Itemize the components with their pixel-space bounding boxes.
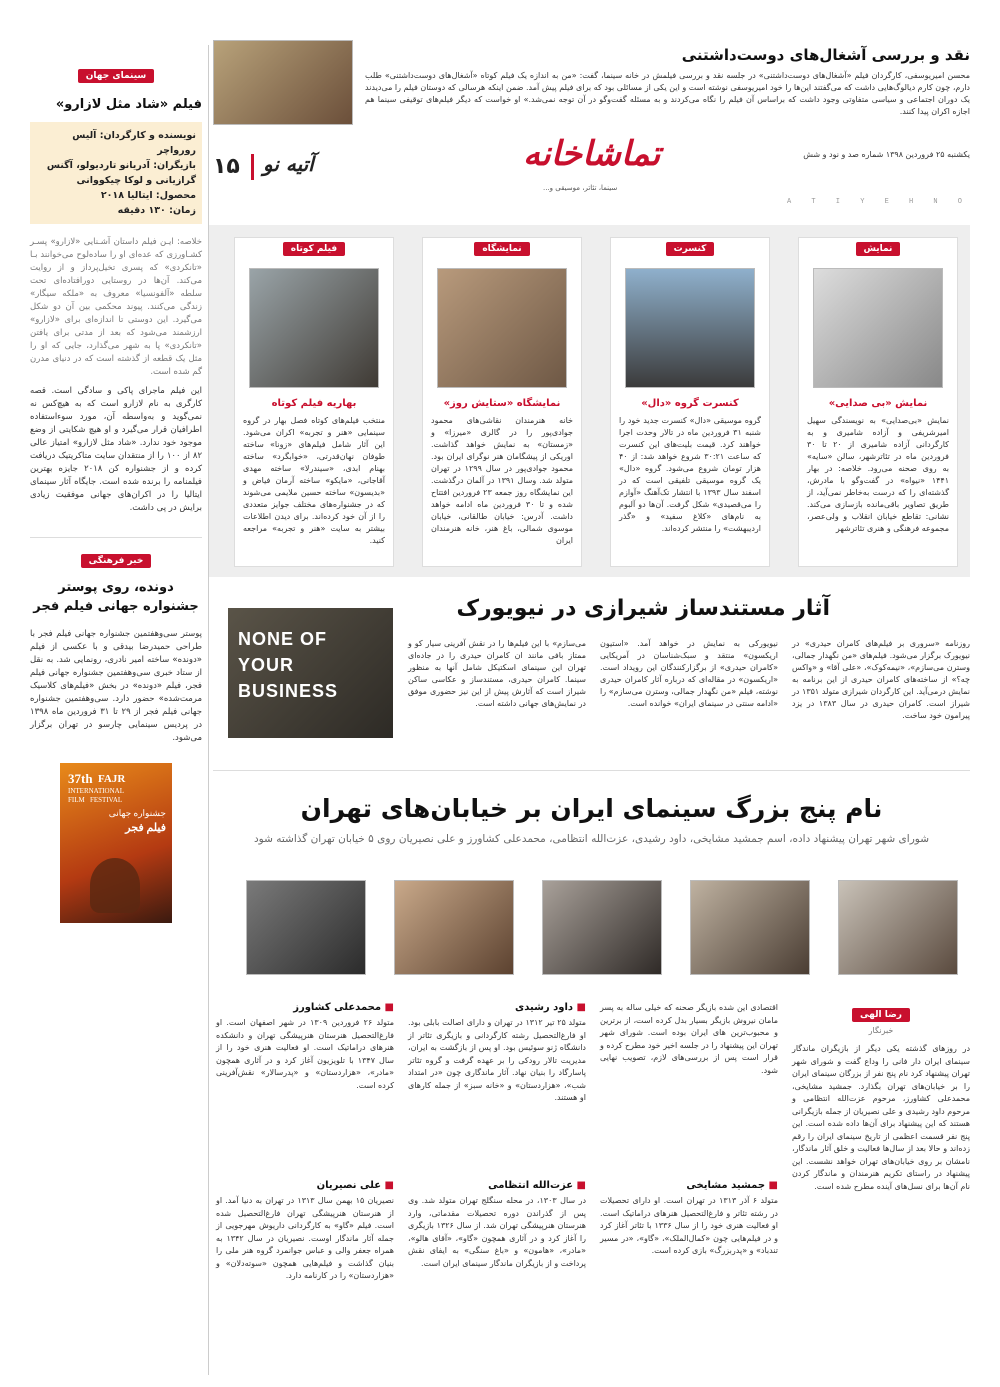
- card-photo: [813, 268, 943, 388]
- sidebar-review: این فیلم ماجرای پاکی و سادگی است. قصه کارگری به نام لازارو است که به هیچ‌کس نه نمی‌گوید و به‌واسطه آن، مورد سوءاستفاده اطرافیان قرار می‌گیرد و او هیچ شکایتی از وضع موجود خود ندارد. «شاد مثل لازارو» امتیاز عالی ۸۲ از ۱۰۰ را از منتقدان سایت متاکریتیک دریافت کرده و از جشنواره کن ۲۰۱۸ جایزه بهترین فیلمنامه را برنده شده است. جایگاه آثار سینمای ایتالیا را در اکران‌های جهانی موفقیت زیادی برایش در پی داشت.: [30, 386, 203, 513]
- poster-line: 37th: [68, 771, 93, 786]
- main-story: [213, 780, 970, 1375]
- ny-poster: [228, 608, 393, 738]
- left-sidebar: [30, 45, 202, 1375]
- card-label: نمایش: [856, 242, 901, 256]
- main-intro-2: اقتصادی این شده بازیگر صحنه که خیلی ساله به پسر مامان نیروش بازیگر بسیار بدل کرده است، از برترین و محبوب‌ترین های ایران بوده است. شورای شهر تهران این پیشنهاد را در جلسه اخیر خود مطرح کرده و قرار است پس از بررسی‌های لازم، تصویب نهایی شود.: [600, 1003, 778, 1075]
- card-label: فیلم کوتاه: [283, 242, 345, 256]
- sidebar-credits: [30, 122, 202, 224]
- poster-line: FESTIVAL: [90, 796, 123, 804]
- card-photo: [437, 268, 567, 388]
- credit-line: نویسنده و کارگردان: آلیس رورواچر: [72, 130, 196, 156]
- bio-text: متولد ۶ آذر ۱۳۱۳ در تهران است. او دارای تحصیلات در رشته تئاتر و فارغ‌التحصیل هنرهای دراماتیک است. او فعالیت هنری خود را از سال ۱۳۳۶ با تئاتر آغاز کرد و در فیلم‌هایی چون «کمال‌الملک»، «گاو»، «در مسیر تندباد» و «پدربزرگ» بازی کرده است.: [600, 1196, 779, 1255]
- poster-line: جشنواره جهانی: [108, 808, 166, 818]
- card-label: نمایشگاه: [474, 242, 529, 256]
- card-body: نمایش «بی‌صدایی» به نویسندگی سهیل امیرشریفی و آزاده شامیری و به کارگردانی آزاده شامیری از ۲۰ تا ۳۰ فروردین ماه در تئاترشهر، سالن «سایه» به روی صحنه می‌رود. خلاصه: در بهار ۱۴۴۱ «نیواه» در گفت‌وگو با مادرش، گذشته‌ای را که درست به‌خاطر نمی‌آید، از طریق تصاویر باقی‌مانده بازسازی می‌کند. نشانی: تقاطع خیابان انقلاب و ولی‌عصر، مجموعه فرهنگی و هنری تئاترشهر: [807, 416, 949, 533]
- top-story-title: نقد و بررسی آشغال‌های دوست‌داشتنی: [681, 46, 970, 64]
- event-card-short-film: [234, 237, 394, 567]
- author-role: خبرنگار: [868, 1026, 894, 1035]
- credit-line: زمان: ۱۳۰ دقیقه: [117, 205, 196, 216]
- card-body: گروه موسیقی «دال» کنسرت جدید خود را شنبه ۳۱ فروردین ماه در تالار وحدت اجرا خواهند کرد. قیمت بلیت‌های این کنسرت که ساعت ۳۰:۲۱ شروع خواهد شد: از ۴۰ هزار تومان شروع می‌شود. گروه «دال» یک گروه موسیقی تلفیقی است که در اسفند سال ۱۳۹۳ با انتشار تک‌آهنگ «آوازم را می‌قصیدی» شکل گرفت. آن‌ها دو آلبوم به نام‌های «کلاغ سفید» و «گذر اردیبهشت» را منتشر کرده‌اند.: [619, 416, 762, 533]
- author-tag: رضا الهی: [852, 1008, 910, 1022]
- card-body: خانه هنرمندان نقاشی‌های محمود جوادی‌پور را در گالری «میرزا» و «زمستان» به نمایش خواهد گذاشت. اوریکی از پیشگامان هنر نوگرای ایران بود. محمود جوادی‌پور در سال ۱۲۹۹ در تهران متولد شد. وسال ۱۳۹۱ در آلمان درگذشت. این نمایشگاه روز جمعه ۲۳ فروردین افتتاح شده و تا ۳۰ فروردین ماه ادامه خواهد داشت. آدرس: خیابان طالقانی، خیابان موسوی شمالی، باغ هنر، خانه هنرمندان ایران: [431, 416, 574, 545]
- ny-title: آثار مستندساز شیرازی در نیویورک: [456, 596, 830, 621]
- main-title: نام پنج بزرگ سینمای ایران بر خیابان‌های تهران: [300, 794, 883, 823]
- bio-jamshid-mashayekhi: [600, 1180, 778, 1258]
- fajr-poster: [60, 763, 172, 923]
- sidebar-news-title: دونده، روی پوستر جشنواره جهانی فیلم فجر: [33, 580, 199, 614]
- bio-text: متولد ۲۵ تیر ۱۳۱۲ در تهران و دارای اصالت بابلی بود. او فارغ‌التحصیل رشته کارگردانی و بازیگری تئاتر از دانشگاه ژنو سوئیس بود. او پس از بازگشت به ایران، مدیریت تالار رودکی را بر عهده گرفت و گروه تئاتر پاسارگاد را بنیان نهاد. آثار ماندگاری چون «در امتداد شب»، «هزاردستان» و «خانه سبز» از جمله کارهای او هستند.: [408, 1018, 587, 1102]
- credit-line: محصول: ایتالیا ۲۰۱۸: [100, 190, 196, 201]
- issue-date: یکشنبه ۲۵ فروردین ۱۳۹۸ شماره صد و نود و شش: [803, 150, 970, 159]
- card-photo: [625, 268, 755, 388]
- main-intro: در روزهای گذشته یکی دیگر از بازیگران ماندگار سینمای ایران دار فانی را وداع گفت و شورای شهر تهران پیشنهاد کرد نام پنج نفر از بزرگان سینمای ایران را بر خیابان‌های تهران بگذارد. جمشید مشایخی، محمدعلی کشاورز، مرحوم عزت‌الله انتظامی و مرحوم داود رشیدی و علی نصیریان از جمله بازیگرانی هستند که این پیشنهاد برای آن‌ها داده شده است. این پنج نفر قسمت اعظمی از تاریخ سینمای ایران را رقم زده‌اند و حالا بعد از سال‌ها فعالیت و خلق آثار ماندگار، نامشان بر روی خیابان‌های تهران خواهد نشست. این پیشنهاد در راستای تکریم هنرمندان و ماندگار کردن نام آن‌ها برای نسل‌های آینده مطرح شده است.: [792, 1044, 970, 1191]
- card-label: کنسرت: [666, 242, 715, 256]
- sidebar-news-body: پوستر سی‌وهفتمین جشنواره جهانی فیلم فجر با طراحی حمیدرضا بیدقی و با عکسی از فیلم «دونده» ساخته امیر نادری، رونمایی شد. به نقل از ستاد خبری سی‌وهفتمین جشنواره جهانی فیلم فجر، فیلم «دونده» در بخش «فیلم‌های کلاسیک مرمت‌شده» حضور دارد. سی‌وهفتمین جشنواره جهانی فیلم فجر از ۲۹ تا ۳۱ فروردین ماه ۱۳۹۸ در پردیس سینمایی چارسو در تهران برگزار می‌شود.: [30, 629, 203, 743]
- card-body: منتخب فیلم‌های کوتاه فصل بهار در گروه سینمایی «هنر و تجربه» اکران می‌شود. این آثار شامل فیلم‌های «زونا» ساخته طوفان نهان‌قدرتی، «خوابگرد» ساخته بهنام ابدی، «سیندرلا» ساخته مهدی آقاجانی، «مایکو» ساخته آرمان فیاض و «بدیسون» ساخته حسین ملایمی می‌شوند که در جشنواره‌های مختلف جوایز متعددی را از آن خود کرده‌اند. برای دیدن اطلاعات بیشتر به سایت «هنر و تجربه» مراجعه کنید.: [243, 416, 385, 545]
- sidebar-tag-world-cinema: سینمای جهان: [30, 63, 202, 83]
- portrait-ezzatollah-entezami: [542, 880, 662, 975]
- bio-ezzatollah-entezami: [408, 1180, 586, 1270]
- masthead-sep: [251, 154, 254, 180]
- author-column: [792, 1002, 970, 1193]
- event-card-concert: [610, 237, 770, 567]
- credit-line: بازیگران: آدریانو تاردیولو، آگنس: [46, 160, 196, 171]
- ny-poster-text: NONE OF YOUR BUSINESS: [238, 629, 339, 701]
- sidebar-tag-culture-news: خبر فرهنگی: [30, 548, 202, 568]
- main-subtitle: شورای شهر تهران پیشنهاد داده، اسم جمشید مشایخی، داود رشیدی، عزت‌الله انتظامی، محمدعلی کشاورز و علی نصیریان روی ۵ خیابان تهران گذاشته شود: [253, 833, 929, 845]
- bio-davood-rashidi: [408, 1002, 586, 1105]
- page-number: ۱۵: [213, 154, 240, 179]
- bio-text: متولد ۲۶ فروردین ۱۳۰۹ در شهر اصفهان است. او فارغ‌التحصیل هنرستان هنرپیشگی تهران و دانشکده هنرهای دراماتیک است. او فعالیت هنری خود را از سال ۱۳۴۷ با تلویزیون آغاز کرد و در آثاری همچون «مادر»، «هزاردستان» و «پدرسالار» نقش‌آفرینی کرده است.: [216, 1018, 394, 1090]
- card-photo: [249, 268, 379, 388]
- ny-col-3: می‌سازم» با این فیلم‌ها را در نقش آفرینی سیار کو و ممتاز بافی مانند ان کامران حیدری را در جاده‌ای تهران این سینمای اسکتیکل شامل آنها به منظور سینما. کامران حیدری، مستندساز و عکاسی ساکن شیراز است که آثارش پیش از این نیز حضوری موفق در نمایش‌های جهانی داشته است.: [408, 639, 586, 708]
- brand-name: آتیه نو: [263, 152, 314, 176]
- portrait-ali-nasirian: [246, 880, 366, 975]
- portrait-jamshid-mashayekhi: [838, 880, 958, 975]
- poster-line: FAJR: [98, 773, 126, 785]
- card-title: کنسرت گروه «دال»: [641, 398, 739, 409]
- poster-line: INTERNATIONAL: [68, 787, 124, 795]
- credit-line: گرازیانی و لوکا چیکووانی: [76, 175, 196, 186]
- bio-name: ■ داود رشیدی: [515, 1002, 586, 1013]
- bio-name: ■ عزت‌الله انتظامی: [488, 1180, 586, 1191]
- bio-text: در سال ۱۳۰۳، در محله سنگلج تهران متولد شد. وی پس از گذراندن دوره تحصیلات مقدماتی، وارد هنرستان هنرپیشگی تهران شد. از سال ۱۳۲۶ بازیگری را آغاز کرد و در آثاری همچون «گاو»، «آقای هالو»، «مادر»، «هامون» و «باغ سنگی» به ایفای نقش پرداخت و از بازیگران ماندگار سینمای ایران است.: [408, 1196, 587, 1268]
- ny-col-2: نیویورکی به نمایش در خواهد آمد. «استیون اریکسون» منتقد و سبک‌شناسان در آمریکایی «کامران حیدری» از برگزارکنندگان این رویداد است. «اریکسون» در مقاله‌ای که درباره آثار کامران حیدری نوشته، فیلم «من نگهدار جمالی، وسترن می‌سازم» را «ادامه سنتی در سینمای ایران» خوانده است.: [600, 639, 778, 708]
- events-panel: [209, 225, 970, 577]
- ny-story: [213, 590, 970, 765]
- poster-line: FILM: [68, 796, 85, 804]
- card-title: نمایش «بی صدایی»: [828, 398, 928, 409]
- bio-name: ■ محمدعلی کشاورز: [293, 1002, 394, 1013]
- portraits-row: [213, 880, 970, 980]
- divider: [30, 537, 202, 538]
- divider: [213, 770, 970, 771]
- poster-line: فیلم فجر: [125, 822, 166, 834]
- logo-subtitle: سینما، تئاتر، موسیقی و...: [543, 184, 618, 192]
- runner-silhouette: [90, 858, 140, 913]
- bio-name: ■ علی نصیریان: [316, 1180, 394, 1191]
- bio-text: نصیریان ۱۵ بهمن سال ۱۳۱۳ در تهران به دنیا آمد. او از هنرستان هنرپیشگی تهران فارغ‌التحصیل شده است. فیلم «گاو» به کارگردانی داریوش مهرجویی از جمله آثار ماندگار اوست. نصیریان در سال ۱۳۴۲ به همراه جعفر والی و عباس جوانمرد گروه هنر ملی را بنیان گذاشت و فیلم‌هایی همچون «سوته‌دلان» و «هزاردستان» را در کارنامه دارد.: [216, 1196, 394, 1280]
- logo: تماشاخانه: [523, 134, 661, 174]
- top-story: [213, 40, 970, 130]
- card-title: نمایشگاه «ستایش روز»: [443, 398, 561, 409]
- masthead: [213, 132, 970, 212]
- portrait-davood-rashidi: [690, 880, 810, 975]
- event-card-theater: [798, 237, 958, 567]
- top-story-body: محسن امیریوسفی، کارگردان فیلم «آشغال‌های دوست‌داشتنی» در جلسه نقد و بررسی فیلمش در خانه سینما، گفت: «من به اندازه یک فیلم کوتاه «آشغال‌های دوست‌داشتنی» طلب دارم، چون کارم دیالوگ‌هایی داشت که می‌گفتند این‌ها را خود امیریوسفی نوشته است و این یکی از مسائلی بود که برای فیلم پیش آمد. ضمن اینکه هرسالی که دوستان فیلم را می‌دیدند یک دوران اجتماعی و سیاسی متفاوتی وجود داشت که براساس آن فیلم را نگاه می‌کردند و به مسئله گفت‌وگو در آن توجه نمی‌شد.» او خواست که دیگر فیلم‌های توقیفی سینما هم اجازه اکران پیدا کنند.: [365, 71, 970, 116]
- top-story-photo: [213, 40, 353, 125]
- event-card-exhibition: [422, 237, 582, 567]
- bio-mohammadali-keshavarz: [216, 1002, 394, 1092]
- card-title: بهاریه فیلم کوتاه: [271, 398, 357, 409]
- sidebar-film-title: فیلم «شاد مثل لازارو»: [55, 97, 202, 112]
- latin-brand: A T I Y E H N O: [786, 198, 970, 206]
- sidebar-summary: خلاصه: ایـن فیلم داستان آشـنایی «لازارو» پسـر کشـاورزی که عده‌ای او را ساده‌لوح می‌خوانند بـا «تانکردی» که پسری تخیل‌پرداز و از روایت می‌کند. آن‌ها در روستایی دورافتاده‌ای تحت سلطه «آلفونسیا» معروف به «ملکه سیگار» زندگی می‌کنند. پیوند محکمی بین آن دو شکل می‌گیرد. این دوستی تا اندازه‌ای برای «لازارو» ارزشمند می‌شود که بعد از مدتی برای یافتن «تانکردی» پا به شهر می‌گذارد، جایی که او را مثل یک قطعه از گذشته است که در دنیای مدرن گم شده است.: [30, 237, 202, 377]
- portrait-mohammadali-keshavarz: [394, 880, 514, 975]
- bio-ali-nasirian: [216, 1180, 394, 1283]
- bio-name: ■ جمشید مشایخی: [686, 1180, 778, 1191]
- ny-col-1: روزنامه «سروری بر فیلم‌های کامران حیدری» در نیویورک برگزار می‌شود. فیلم‌های «من نگهدار جمالی، وسترن می‌سازم»، «نیمه‌کوک»، «علی آقا» و «واکس چه؟» از ساخته‌های کامران حیدری از این برنامه به نمایش درمی‌آید. این کارگردان شیرازی متولد ۱۳۵۱ در شیراز است. کامران حیدری در سال ۱۳۸۳ در یزد پیرامون خود ساخت.: [792, 639, 971, 720]
